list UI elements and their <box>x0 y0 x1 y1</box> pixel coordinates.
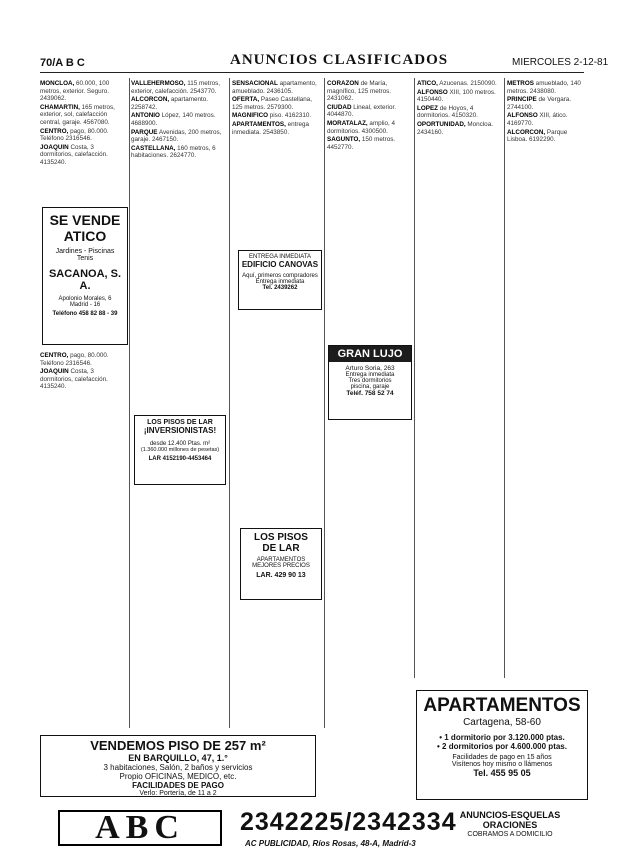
ad-entry: MORATALAZ, amplio, 4 dormitorios. 4300500. <box>327 119 395 135</box>
ad-entry: OFERTA, Paseo Castellana, 125 metros. 2579300. <box>232 96 313 111</box>
ad-entry: LOPEZ de Hoyos, 4 dormitorios. 4150320. <box>417 104 478 120</box>
column-divider <box>504 78 505 678</box>
issue-date: MIERCOLES 2-12-81 <box>512 57 609 68</box>
ad-entry: ALCORCON, Parque Lisboa. 6192290. <box>507 128 568 144</box>
ad-entry: SAGUNTO, 150 metros. 4452770. <box>327 136 396 151</box>
ad-entry: PRINCIPE de Vergara. 2744100. <box>507 96 572 111</box>
ad-entry: ALFONSO XIII, 100 metros. 4150440. <box>417 88 496 104</box>
ad-entry: VALLEHERMOSO, 115 metros, exterior, calefacción. 2543770. <box>131 80 220 95</box>
column-divider <box>324 78 325 728</box>
ad-entry: CHAMARTIN, 165 metros, exterior, sol, calefacción central, garaje. 4567080. <box>40 103 115 126</box>
ad-entry: ATICO, Azucenas. 2150090. <box>417 80 497 87</box>
ad-vendemos-piso: VENDEMOS PISO DE 257 m² EN BARQUILLO, 47, 1.° 3 habitaciones, Salón, 2 baños y servicios Propio OFICINAS, MEDICO, etc. FACILIDADES DE PAGO Verlo: Portería, de 11 a 2 <box>40 735 316 797</box>
ad-apartamentos-cartagena: APARTAMENTOS Cartagena, 58-60 • 1 dormitorio por 3.120.000 ptas. • 2 dormitorios por 4.600.000 ptas. Facilidades de pago en 15 años Visítenos hoy mismo o llámenos Tel. 455 95 05 <box>416 690 588 800</box>
ad-entry: PARQUE Avenidas, 200 metros, garaje. 2467150. <box>131 128 222 144</box>
ad-entry: CIUDAD Lineal, exterior. 4044870. <box>327 103 396 119</box>
ad-gran-lujo: GRAN LUJO Arturo Soria, 263 Entrega inmediata Tres dormitorios piscina, garaje Teléf. 758 52 74 <box>328 345 412 420</box>
column-6 <box>507 80 587 690</box>
ad-entry: METROS amueblado, 140 metros. 2438080. <box>507 80 581 95</box>
ad-entry: ANTONIO López, 140 metros. 4688900. <box>131 112 216 127</box>
column-divider <box>129 78 130 728</box>
column-1-bottom <box>40 352 128 732</box>
column-1-top <box>40 80 128 205</box>
footer-abc-bar <box>40 808 588 850</box>
column-3-top <box>232 80 322 250</box>
column-divider <box>414 78 415 678</box>
ad-entry: ALFONSO XIII, ático. 4169770. <box>507 112 568 127</box>
abc-logo: ABC <box>58 810 222 846</box>
ad-los-pisos-lar: LOS PISOS DE LAR APARTAMENTOS MEJORES PRECIOS LAR. 429 90 13 <box>240 528 322 600</box>
section-title: ANUNCIOS CLASIFICADOS <box>230 52 449 68</box>
phone-numbers: 2342225/2342334 <box>240 808 457 836</box>
ad-entry: SENSACIONAL apartamento, amueblado. 2436105. <box>232 80 317 95</box>
ad-entry: CORAZON de María, magnífico, 125 metros. 2431062. <box>327 80 392 103</box>
ad-entry: OPORTUNIDAD, Moncloa. 2434160. <box>417 120 493 136</box>
ad-entry: ALCORCON, apartamento. 2258742. <box>131 96 208 111</box>
page-header <box>0 0 620 80</box>
column-divider <box>229 78 230 728</box>
ad-entry: MAGNIFICO piso. 4162310. <box>232 112 312 120</box>
header-rule <box>40 72 584 73</box>
ad-entry: MONCLOA, 60.000, 100 metros, exterior. Seguro. 2439062. <box>40 80 110 103</box>
ad-entry: APARTAMENTOS, entrega inmediata. 2543850. <box>232 120 309 136</box>
column-2 <box>131 80 227 410</box>
ad-edificio-canovas: ENTREGA INMEDIATA EDIFICIO CANOVAS Aquí, primeros compradores Entrega inmediata Tel. 2439262 <box>238 250 322 310</box>
page-number: 70/A B C <box>40 57 85 69</box>
ad-se-vende-atico: SE VENDE ATICO Jardines - Piscinas Tenis SACANOA, S. A. Apolonio Morales, 6 Madrid - 16 Teléfono 458 82 88 - 39 <box>42 207 128 345</box>
ad-pisos-lar-inversionistas: LOS PISOS DE LAR ¡INVERSIONISTAS! desde 12.400 Ptas. m² (1.360.000 millones de pesetas) LAR 4152190-4453464 <box>134 415 226 485</box>
column-5 <box>417 80 503 690</box>
ad-entry: JOAQUIN Costa, 3 dormitorios, calefacción. 4135240. <box>40 368 108 391</box>
ad-entry: CASTELLANA, 160 metros, 6 habitaciones. 2624770. <box>131 144 216 160</box>
esquelas-block: ANUNCIOS-ESQUELAS ORACIONES COBRAMOS A DOMICILIO <box>459 810 561 838</box>
ad-entry: CENTRO, pago, 80.000. Teléfono 2316546. <box>40 127 109 143</box>
publicity-address: AC PUBLICIDAD, Ríos Rosas, 48-A, Madrid-3 <box>245 839 416 848</box>
ad-entry: CENTRO, pago, 80.000. Teléfono 2316546. <box>40 352 109 367</box>
ad-entry: JOAQUIN Costa, 3 dormitorios, calefacción. 4135240. <box>40 143 108 166</box>
